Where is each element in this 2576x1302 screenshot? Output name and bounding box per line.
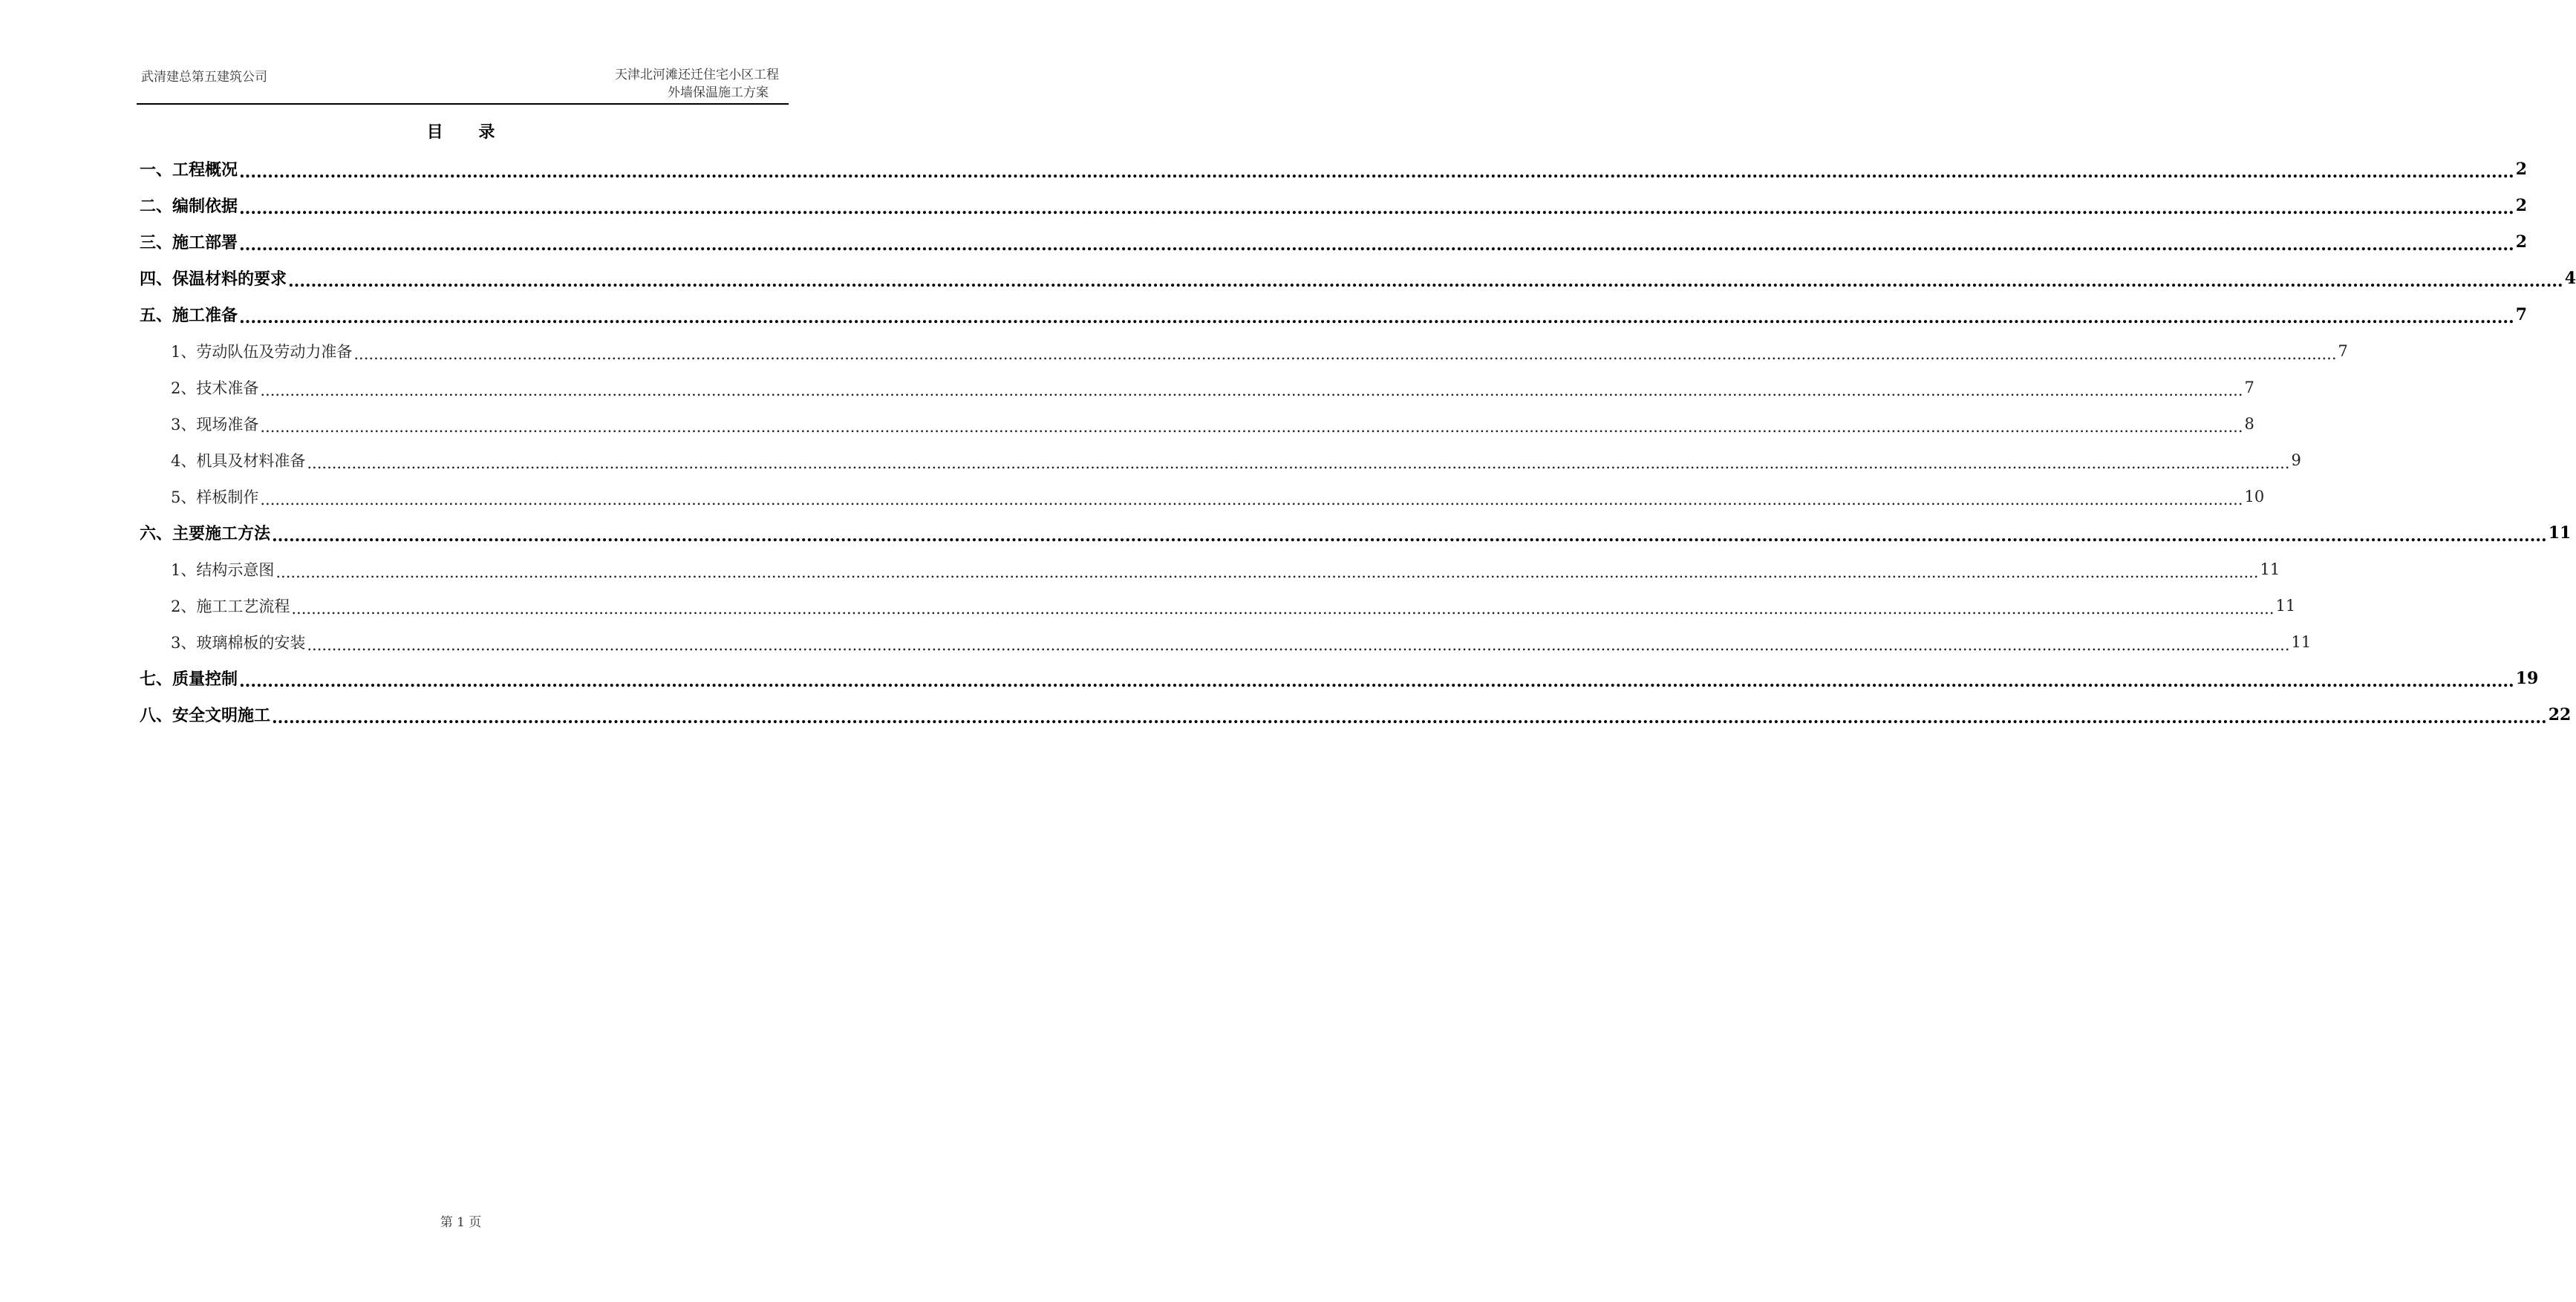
toc-entry-page: 11 [2291, 632, 2312, 651]
toc-dot-leader: ................................................................................................................................................................................................................................................................................................................................................................................................................ [307, 635, 2290, 654]
toc-entry[interactable] [140, 333, 2348, 369]
toc-dot-leader: ................................................................................................................................................................................................................................................................................................................................................................................................................ [239, 307, 2514, 327]
toc-entry-page: 9 [2291, 451, 2301, 469]
header-company: 武清建总第五建筑公司 [141, 70, 267, 85]
toc-entry-label: 一、工程概况 [140, 160, 238, 180]
header-divider [137, 103, 789, 105]
toc-title: 目 录 [426, 122, 510, 142]
toc-entry[interactable] [140, 151, 2527, 187]
toc-dot-leader: ................................................................................................................................................................................................................................................................................................................................................................................................................ [239, 235, 2514, 255]
header-project-line2: 外墙保温施工方案 [668, 85, 769, 100]
toc-entry-label: 1、结构示意图 [171, 560, 275, 579]
header-project-line1: 天津北河滩还迁住宅小区工程 [615, 68, 779, 82]
toc-entry[interactable] [140, 624, 2312, 660]
toc-entry[interactable] [140, 223, 2527, 260]
toc-dot-leader: ................................................................................................................................................................................................................................................................................................................................................................................................................ [260, 490, 2243, 508]
toc-entry-page: 8 [2244, 414, 2254, 433]
toc-dot-leader: ................................................................................................................................................................................................................................................................................................................................................................................................................ [291, 599, 2275, 618]
toc-entry-label: 三、施工部署 [140, 233, 238, 252]
toc-entry-label: 2、技术准备 [171, 379, 259, 397]
toc-entry-page: 10 [2244, 487, 2265, 506]
toc-entry-page: 2 [2515, 159, 2527, 179]
toc-entry[interactable] [140, 405, 2254, 442]
toc-dot-leader: ................................................................................................................................................................................................................................................................................................................................................................................................................ [260, 381, 2243, 399]
toc-entry-page: 7 [2338, 341, 2348, 360]
toc-entry-label: 八、安全文明施工 [140, 706, 271, 725]
toc-entry-page: 19 [2515, 668, 2539, 688]
toc-dot-leader: ................................................................................................................................................................................................................................................................................................................................................................................................................ [239, 671, 2514, 691]
toc-entry-label: 1、劳动队伍及劳动力准备 [171, 342, 353, 361]
toc-entry[interactable] [140, 296, 2527, 333]
toc-entry-label: 2、施工工艺流程 [171, 597, 290, 615]
toc-entry[interactable] [140, 369, 2254, 405]
toc-entry-label: 七、质量控制 [140, 670, 238, 689]
toc-entry[interactable] [140, 260, 2576, 296]
toc-entry-page: 2 [2515, 232, 2527, 252]
toc-entry-page: 11 [2548, 523, 2572, 543]
toc-entry-label: 二、编制依据 [140, 197, 238, 216]
toc-entry-label: 五、施工准备 [140, 306, 238, 325]
toc-entry-page: 2 [2515, 195, 2527, 215]
toc-entry-label: 4、机具及材料准备 [171, 451, 306, 470]
toc-entry[interactable] [140, 587, 2296, 624]
toc-entry-page: 7 [2515, 304, 2527, 324]
toc-entry-label: 六、主要施工方法 [140, 524, 271, 543]
toc-entry-page: 4 [2564, 268, 2576, 288]
toc-entry[interactable] [140, 478, 2265, 514]
toc-entry-page: 11 [2275, 596, 2296, 615]
toc-dot-leader: ................................................................................................................................................................................................................................................................................................................................................................................................................ [239, 198, 2514, 218]
toc-dot-leader: ................................................................................................................................................................................................................................................................................................................................................................................................................ [288, 271, 2563, 291]
toc-entry-page: 22 [2548, 704, 2572, 724]
toc-entry[interactable] [140, 187, 2527, 223]
toc-dot-leader: ................................................................................................................................................................................................................................................................................................................................................................................................................ [260, 417, 2243, 436]
toc-dot-leader: ................................................................................................................................................................................................................................................................................................................................................................................................................ [239, 162, 2514, 182]
toc-entry-label: 5、样板制作 [171, 488, 259, 506]
page-number: 第 1 页 [440, 1215, 482, 1230]
toc-dot-leader: ................................................................................................................................................................................................................................................................................................................................................................................................................ [353, 344, 2337, 363]
toc-entry-label: 3、现场准备 [171, 415, 259, 434]
toc-entry-label: 四、保温材料的要求 [140, 269, 287, 289]
toc-dot-leader: ................................................................................................................................................................................................................................................................................................................................................................................................................ [272, 526, 2547, 546]
toc-dot-leader: ................................................................................................................................................................................................................................................................................................................................................................................................................ [275, 563, 2259, 581]
toc-entry[interactable] [140, 551, 2280, 587]
toc-dot-leader: ................................................................................................................................................................................................................................................................................................................................................................................................................ [307, 454, 2290, 472]
toc-entry[interactable] [140, 514, 2572, 551]
header-project [615, 66, 779, 102]
toc-dot-leader: ................................................................................................................................................................................................................................................................................................................................................................................................................ [272, 707, 2547, 727]
toc-entry-page: 11 [2260, 560, 2280, 578]
table-of-contents [140, 151, 2576, 733]
toc-entry[interactable] [140, 442, 2301, 478]
toc-entry-page: 7 [2244, 378, 2254, 396]
toc-entry-label: 3、玻璃棉板的安装 [171, 633, 306, 652]
toc-entry[interactable] [140, 696, 2572, 733]
toc-entry[interactable] [140, 660, 2539, 696]
